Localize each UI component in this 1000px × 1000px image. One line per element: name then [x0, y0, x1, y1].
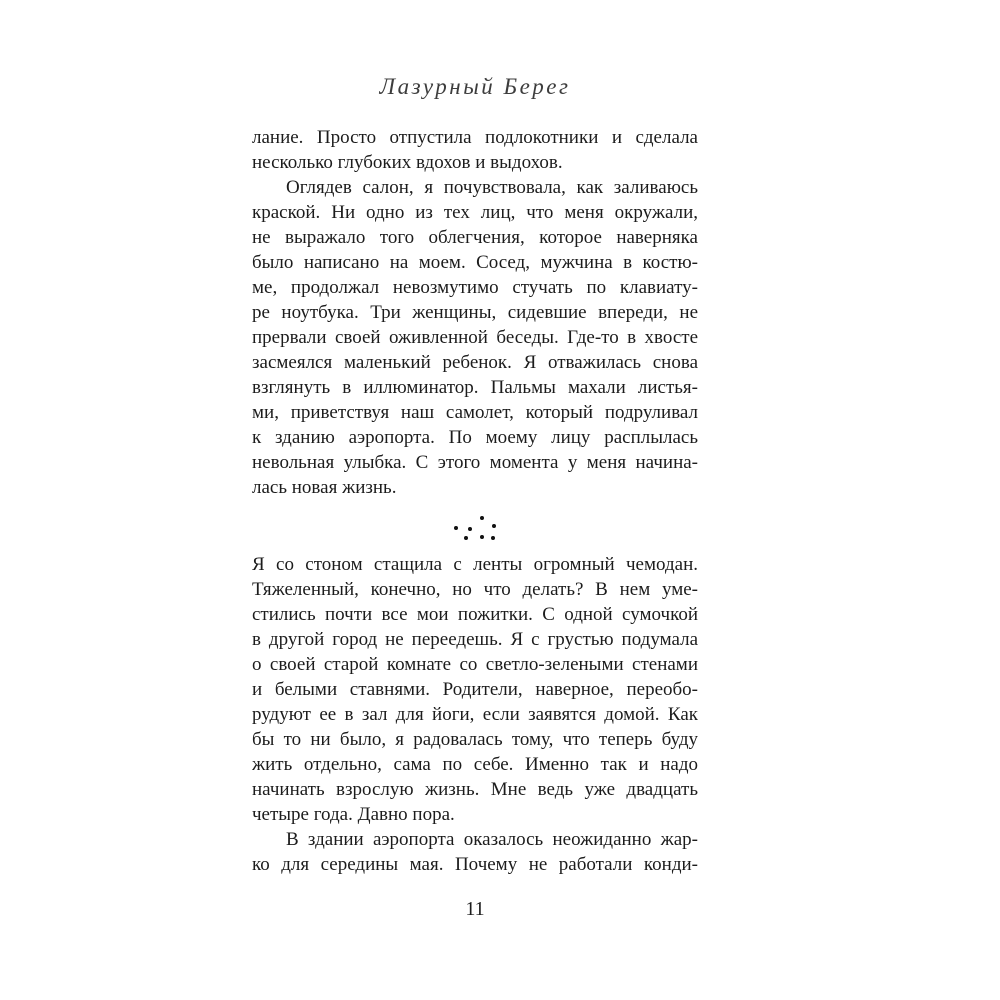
section-separator — [252, 500, 698, 552]
text-line: прервали своей оживленной беседы. Где-то в хвосте — [252, 327, 698, 348]
paragraph — [252, 125, 698, 175]
text-line: ми, приветствуя наш самолет, который подруливал — [252, 402, 698, 423]
ornament-dot — [492, 524, 496, 528]
text-line: ме, продолжал невозмутимо стучать по клавиату- — [252, 277, 698, 298]
text-line: лание. Просто отпустила подлокотники и сделала — [252, 127, 698, 148]
ornament-dot — [454, 526, 458, 530]
text-line: Я со стоном стащила с ленты огромный чемодан. — [252, 554, 698, 575]
text-line: невольная улыбка. С этого момента у меня начина- — [252, 452, 698, 473]
text-line: четыре года. Давно пора. — [252, 804, 455, 825]
paragraph — [252, 175, 698, 500]
text-line: взглянуть в иллюминатор. Пальмы махали листья- — [252, 377, 698, 398]
ornament-dot — [491, 536, 495, 540]
text-line: и белыми ставнями. Родители, наверное, переобо- — [252, 679, 698, 700]
text-line: о своей старой комнате со светло-зелеными стенами — [252, 654, 698, 675]
ornament-dot — [468, 527, 472, 531]
ornament-dot — [480, 516, 484, 520]
text-line: краской. Ни одно из тех лиц, что меня окружали, — [252, 202, 698, 223]
text-line: лась новая жизнь. — [252, 477, 397, 498]
text-line: несколько глубоких вдохов и выдохов. — [252, 152, 563, 173]
text-line: к зданию аэропорта. По моему лицу расплылась — [252, 427, 698, 448]
text-line: бы то ни было, я радовалась тому, что теперь буду — [252, 729, 698, 750]
text-line: в другой город не переедешь. Я с грустью подумала — [252, 629, 698, 650]
paragraph — [252, 552, 698, 827]
paragraph — [252, 827, 698, 877]
text-line: В здании аэропорта оказалось неожиданно жар- — [286, 829, 698, 850]
text-line: не выражало того облегчения, которое наверняка — [252, 227, 698, 248]
text-line: было написано на моем. Сосед, мужчина в костю- — [252, 252, 698, 273]
text-line: ре ноутбука. Три женщины, сидевшие впереди, не — [252, 302, 698, 323]
text-line: Тяжеленный, конечно, но что делать? В нем уме- — [252, 579, 698, 600]
ornament-dot — [480, 535, 484, 539]
text-line: начинать взрослую жизнь. Мне ведь уже двадцать — [252, 779, 698, 800]
text-line: ко для середины мая. Почему не работали конди- — [252, 854, 698, 875]
text-line: рудуют ее в зал для йоги, если заявятся домой. Как — [252, 704, 698, 725]
text-block — [252, 125, 698, 877]
text-line: жить отдельно, сама по себе. Именно так и надо — [252, 754, 698, 775]
dots-ornament-icon — [451, 514, 499, 542]
text-line: засмеялся маленький ребенок. Я отважилась снова — [252, 352, 698, 373]
ornament-dot — [464, 536, 468, 540]
text-line: Оглядев салон, я почувствовала, как заливаюсь — [286, 177, 698, 198]
page-number: 11 — [465, 898, 485, 920]
text-line: стились почти все мои пожитки. С одной сумочкой — [252, 604, 698, 625]
running-header: Лазурный Берег — [379, 74, 571, 99]
